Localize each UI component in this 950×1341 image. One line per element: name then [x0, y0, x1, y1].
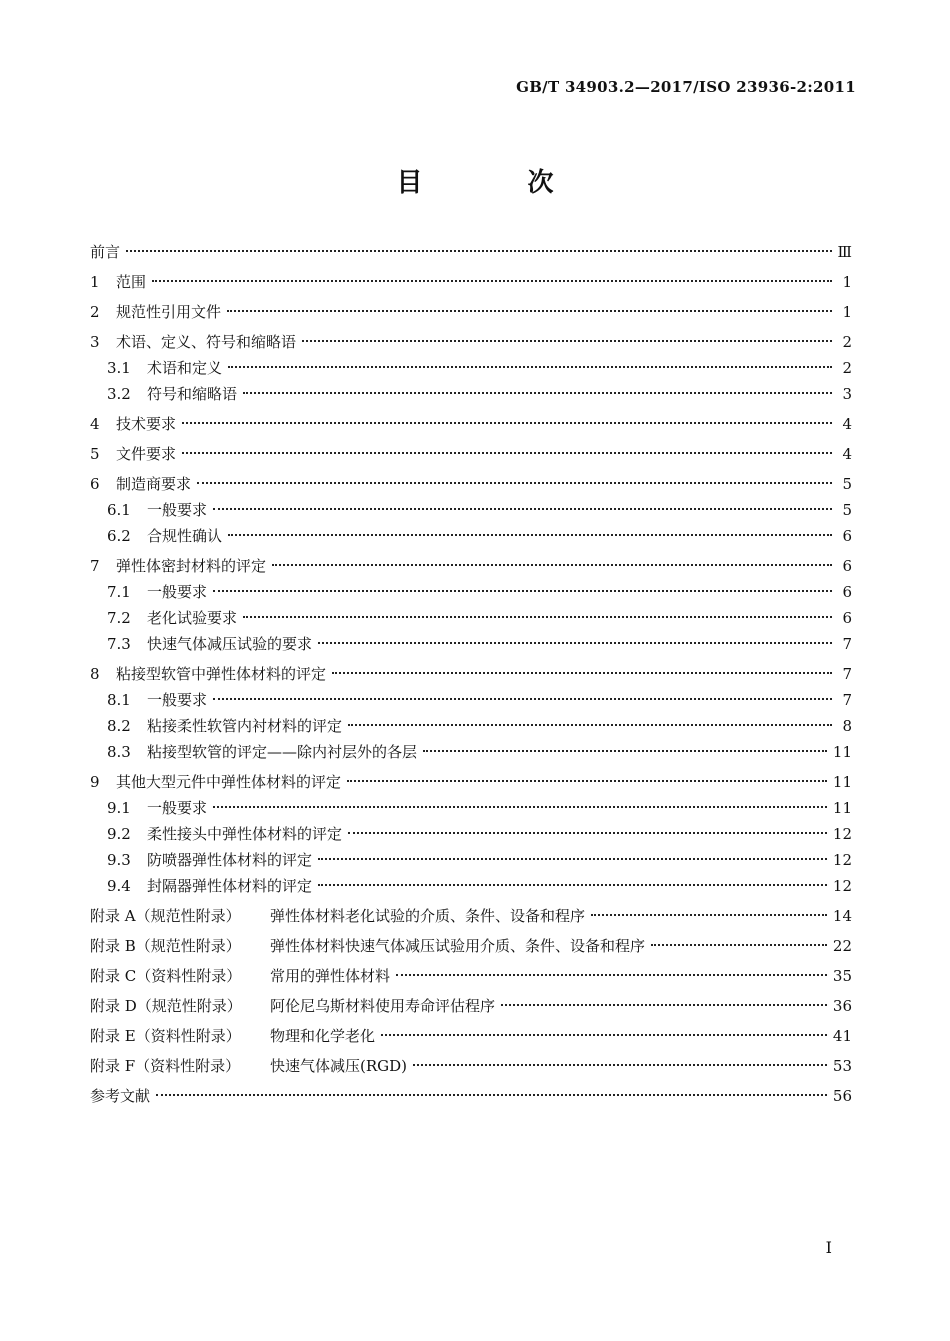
- toc-entry-number: 9.1: [107, 799, 131, 817]
- toc-entry-label: 文件要求: [116, 445, 177, 463]
- dot-leader: [396, 974, 827, 976]
- dot-leader: [156, 1094, 827, 1096]
- toc-entry-label: 物理和化学老化: [270, 1027, 376, 1045]
- dot-leader: [318, 858, 827, 860]
- toc-entry[interactable]: [90, 301, 852, 327]
- toc-entry-number: 2: [90, 303, 100, 321]
- toc-entry-page: 36: [832, 997, 852, 1015]
- toc-entry-page: 5: [842, 501, 852, 519]
- toc-entry[interactable]: [90, 771, 852, 797]
- toc-appendix-prefix: 附录 E（资料性附录）: [90, 1027, 241, 1045]
- dot-leader: [152, 280, 832, 282]
- toc-entry-page: 14: [832, 907, 852, 925]
- toc-entry-page: 3: [842, 385, 852, 403]
- toc-entry-page: 2: [842, 359, 852, 377]
- toc-entry-label: 快速气体减压试验的要求: [147, 635, 313, 653]
- toc-entry-page: 6: [842, 527, 852, 545]
- toc-entry-number: 3.2: [107, 385, 131, 403]
- toc-entry-number: 1: [90, 273, 100, 291]
- toc-entry[interactable]: [90, 1025, 852, 1051]
- toc-entry-label: 一般要求: [147, 799, 208, 817]
- toc-entry[interactable]: [90, 797, 852, 823]
- toc-entry-label: 参考文献: [90, 1087, 151, 1105]
- dot-leader: [213, 508, 832, 510]
- toc-entry[interactable]: [90, 663, 852, 689]
- dot-leader: [213, 698, 832, 700]
- toc-entry-number: 7.1: [107, 583, 131, 601]
- toc-entry-label: 老化试验要求: [147, 609, 238, 627]
- toc-entry[interactable]: [90, 905, 852, 931]
- toc-entry-page: 6: [842, 609, 852, 627]
- standard-number: GB/T 34903.2—2017/ISO 23936-2:2011: [516, 78, 856, 96]
- toc-entry-page: 56: [832, 1087, 852, 1105]
- dot-leader: [423, 750, 827, 752]
- table-of-contents: [90, 241, 852, 1111]
- toc-entry-page: 41: [832, 1027, 852, 1045]
- toc-entry-number: 9.4: [107, 877, 131, 895]
- dot-leader: [228, 366, 832, 368]
- toc-entry[interactable]: [90, 525, 852, 551]
- dot-leader: [213, 590, 832, 592]
- toc-entry-page: 12: [832, 825, 852, 843]
- toc-entry-label: 制造商要求: [116, 475, 192, 493]
- toc-entry-number: 7.2: [107, 609, 131, 627]
- toc-entry-label: 封隔器弹性体材料的评定: [147, 877, 313, 895]
- toc-entry-page: 12: [832, 851, 852, 869]
- toc-entry-page: 4: [842, 415, 852, 433]
- toc-entry-label: 柔性接头中弹性体材料的评定: [147, 825, 343, 843]
- page-title: 目 次: [396, 168, 602, 198]
- toc-entry-label: 阿伦尼乌斯材料使用寿命评估程序: [270, 997, 496, 1015]
- toc-entry-number: 8.3: [107, 743, 131, 761]
- toc-entry-page: 8: [842, 717, 852, 735]
- dot-leader: [182, 452, 832, 454]
- toc-entry[interactable]: [90, 357, 852, 383]
- toc-entry[interactable]: [90, 555, 852, 581]
- toc-entry-page: 7: [842, 665, 852, 683]
- dot-leader: [348, 724, 832, 726]
- toc-entry-label: 一般要求: [147, 583, 208, 601]
- dot-leader: [318, 642, 832, 644]
- toc-appendix-prefix: 附录 C（资料性附录）: [90, 967, 242, 985]
- toc-entry-label: 术语、定义、符号和缩略语: [116, 333, 297, 351]
- toc-entry-page: 7: [842, 635, 852, 653]
- toc-entry[interactable]: [90, 1055, 852, 1081]
- toc-entry-label: 防喷器弹性体材料的评定: [147, 851, 313, 869]
- toc-entry-label: 快速气体减压(RGD): [270, 1057, 408, 1075]
- toc-appendix-prefix: 附录 A（规范性附录）: [90, 907, 241, 925]
- toc-entry-label: 弹性体材料快速气体减压试验用介质、条件、设备和程序: [270, 937, 646, 955]
- toc-entry-label: 一般要求: [147, 691, 208, 709]
- toc-entry-page: 5: [842, 475, 852, 493]
- toc-entry-page: 6: [842, 583, 852, 601]
- dot-leader: [197, 482, 832, 484]
- toc-entry-page: 11: [832, 743, 852, 761]
- toc-entry-number: 8: [90, 665, 100, 683]
- toc-entry-page: Ⅲ: [837, 243, 852, 261]
- toc-entry[interactable]: [90, 995, 852, 1021]
- toc-entry[interactable]: [90, 271, 852, 297]
- dot-leader: [413, 1064, 827, 1066]
- toc-entry[interactable]: [90, 935, 852, 961]
- toc-entry[interactable]: [90, 383, 852, 409]
- toc-entry[interactable]: [90, 849, 852, 875]
- toc-entry-page: 6: [842, 557, 852, 575]
- toc-entry-number: 9: [90, 773, 100, 791]
- toc-entry-page: 22: [832, 937, 852, 955]
- dot-leader: [318, 884, 827, 886]
- toc-entry-page: 53: [832, 1057, 852, 1075]
- toc-entry-label: 术语和定义: [147, 359, 223, 377]
- dot-leader: [126, 250, 832, 252]
- toc-entry[interactable]: [90, 741, 852, 767]
- dot-leader: [182, 422, 832, 424]
- toc-entry[interactable]: [90, 473, 852, 499]
- toc-entry-label: 符号和缩略语: [147, 385, 238, 403]
- toc-entry-label: 合规性确认: [147, 527, 223, 545]
- toc-appendix-prefix: 附录 F（资料性附录）: [90, 1057, 241, 1075]
- toc-entry-page: 7: [842, 691, 852, 709]
- toc-entry[interactable]: [90, 633, 852, 659]
- toc-entry-number: 7: [90, 557, 100, 575]
- toc-entry-label: 其他大型元件中弹性体材料的评定: [116, 773, 342, 791]
- toc-entry-label: 粘接型软管中弹性体材料的评定: [116, 665, 327, 683]
- page-number: I: [825, 1238, 832, 1257]
- toc-entry[interactable]: [90, 443, 852, 469]
- toc-entry[interactable]: [90, 499, 852, 525]
- toc-entry[interactable]: [90, 607, 852, 633]
- toc-entry[interactable]: [90, 581, 852, 607]
- toc-entry-page: 1: [842, 273, 852, 291]
- toc-entry-number: 8.1: [107, 691, 131, 709]
- toc-entry[interactable]: [90, 965, 852, 991]
- dot-leader: [228, 534, 832, 536]
- toc-entry[interactable]: [90, 875, 852, 901]
- toc-entry-number: 8.2: [107, 717, 131, 735]
- toc-appendix-prefix: 附录 B（规范性附录）: [90, 937, 241, 955]
- dot-leader: [272, 564, 832, 566]
- dot-leader: [651, 944, 827, 946]
- dot-leader: [243, 392, 832, 394]
- toc-entry-label: 弹性体材料老化试验的介质、条件、设备和程序: [270, 907, 586, 925]
- toc-entry[interactable]: [90, 689, 852, 715]
- toc-entry-number: 7.3: [107, 635, 131, 653]
- toc-entry-label: 前言: [90, 243, 121, 261]
- toc-entry-number: 6.1: [107, 501, 131, 519]
- dot-leader: [213, 806, 827, 808]
- toc-entry-label: 常用的弹性体材料: [270, 967, 391, 985]
- dot-leader: [302, 340, 832, 342]
- dot-leader: [347, 780, 827, 782]
- toc-entry-label: 弹性体密封材料的评定: [116, 557, 267, 575]
- toc-entry[interactable]: [90, 413, 852, 439]
- toc-entry-label: 粘接柔性软管内衬材料的评定: [147, 717, 343, 735]
- toc-entry[interactable]: [90, 331, 852, 357]
- toc-entry-label: 一般要求: [147, 501, 208, 519]
- toc-entry-number: 6.2: [107, 527, 131, 545]
- dot-leader: [243, 616, 832, 618]
- toc-entry-number: 5: [90, 445, 100, 463]
- dot-leader: [332, 672, 832, 674]
- dot-leader: [348, 832, 827, 834]
- toc-entry[interactable]: [90, 823, 852, 849]
- dot-leader: [381, 1034, 827, 1036]
- toc-entry-label: 规范性引用文件: [116, 303, 222, 321]
- toc-entry-page: 1: [842, 303, 852, 321]
- toc-entry-number: 6: [90, 475, 100, 493]
- toc-entry-number: 9.3: [107, 851, 131, 869]
- toc-entry-page: 12: [832, 877, 852, 895]
- toc-entry-label: 粘接型软管的评定——除内衬层外的各层: [147, 743, 418, 761]
- toc-entry[interactable]: [90, 715, 852, 741]
- dot-leader: [591, 914, 827, 916]
- toc-entry-page: 11: [832, 773, 852, 791]
- toc-entry-page: 4: [842, 445, 852, 463]
- toc-entry-page: 35: [832, 967, 852, 985]
- toc-entry[interactable]: [90, 241, 852, 267]
- toc-entry-number: 3: [90, 333, 100, 351]
- toc-entry-number: 3.1: [107, 359, 131, 377]
- toc-entry-page: 11: [832, 799, 852, 817]
- dot-leader: [227, 310, 832, 312]
- toc-entry-label: 技术要求: [116, 415, 177, 433]
- toc-entry-number: 9.2: [107, 825, 131, 843]
- dot-leader: [501, 1004, 827, 1006]
- toc-appendix-prefix: 附录 D（规范性附录）: [90, 997, 242, 1015]
- toc-entry-page: 2: [842, 333, 852, 351]
- toc-entry-number: 4: [90, 415, 100, 433]
- toc-entry[interactable]: [90, 1085, 852, 1111]
- toc-entry-label: 范围: [116, 273, 147, 291]
